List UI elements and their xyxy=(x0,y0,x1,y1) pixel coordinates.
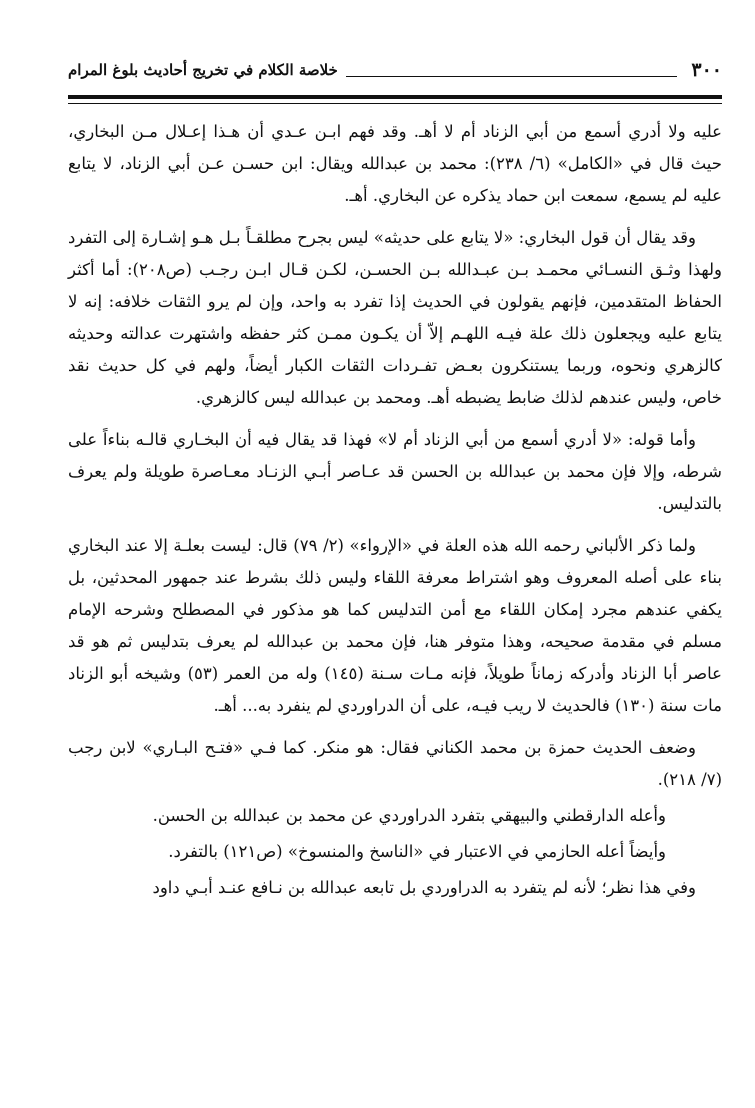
header-rule xyxy=(346,76,678,77)
header-divider-thin xyxy=(68,103,722,104)
paragraph: وأما قوله: «لا أدري أسمع من أبي الزناد أم لا» فهذا قد يقال فيه أن البخـاري قالـه بناءاً على شرطه، وإلا فإن محمد بن عبدالله بن الحسن قد عـاصر أبـي الزنـاد معـاصرة طويلة ولم يعرف بالتدليس. xyxy=(68,430,722,513)
page-number: ٣٠٠ xyxy=(691,59,722,81)
paragraph: وفي هذا نظر؛ لأنه لم يتفرد به الدراوردي بل تابعه عبدالله بن نـافع عنـد أبـي داود xyxy=(152,878,696,897)
header-divider-thick xyxy=(68,95,722,99)
paragraph: عليه ولا أدري أسمع من أبي الزناد أم لا أهـ. وقد فهم ابـن عـدي أن هـذا إعـلال مـن البخاري، حيث قال في «الكامل» (٦/ ٢٣٨): محمد بن عبدالله ويقال: ابن حسـن عـن أبي الزناد، لا يتابع عليه لم يسمع، سمعت ابن حماد يذكره عن البخاري. أهـ. xyxy=(68,122,722,205)
running-title: خلاصة الكلام في تخريج أحاديث بلوغ المرام xyxy=(68,61,338,79)
paragraph: وقد يقال أن قول البخاري: «لا يتابع على حديثه» ليس بجرح مطلقـاً بـل هـو إشـارة إلى التفرد ولهذا وثـق النسـائي محمـد بـن عبـدالله بـن الحسـن، لكـن قـال ابـن رجـب (ص٢٠٨): أما أكثر الحفاظ المتقدمين، فإنهم يقولون في الحديث إذا تفرد به واحد، وإن لم يرو الثقات خلافه: إنه لا يتابع عليه ويجعلون ذلك علة فيـه اللهـم إلاّ أن يكـون ممـن كثر حفظه واشتهرت عدالته وحديثه كالزهري ونحوه، وربما يستنكرون بعـض تفـردات الثقات الكبار أيضاً، ولهم في كل حديث نقد خاص، وليس عندهم لذلك ضابط يضبطه أهـ. ومحمد بن عبدالله ليس كالزهري. xyxy=(68,228,722,407)
page-header xyxy=(68,58,722,82)
paragraph: وضعف الحديث حمزة بن محمد الكناني فقال: هو منكر. كما فـي «فتـح البـاري» لابن رجب (٧/ ٢١٨). xyxy=(68,738,722,789)
paragraph: ولما ذكر الألباني رحمه الله هذه العلة في «الإرواء» (٢/ ٧٩) قال: ليست بعلـة إلا عند البخاري بناء على أصله المعروف وهو اشتراط معرفة اللقاء وليس ذلك بشرط عند جمهور المحدثين، بل يكفي عندهم مجرد إمكان اللقاء مع أمن التدليس كما هو مذكور في المصطلح وشرحه الإمام مسلم في مقدمة صحيحه، وهذا متوفر هنا، فإن محمد بن عبدالله لم يعرف بتدليس ثم هو قد عاصر أبا الزناد وأدركه زماناً طويلاً، فإنه مـات سـنة (١٤٥) وله من العمر (٥٣) وشيخه أبو الزناد مات سنة (١٣٠) فالحديث لا ريب فيـه، على أن الدراوردي لم ينفرد به... أهـ. xyxy=(68,536,722,715)
paragraph: وأعله الدارقطني والبيهقي بتفرد الدراوردي عن محمد بن عبدالله بن الحسن. xyxy=(152,806,666,825)
body-text xyxy=(68,116,722,914)
paragraph: وأيضاً أعله الحازمي في الاعتبار في «الناسخ والمنسوخ» (ص١٢١) بالتفرد. xyxy=(168,842,666,861)
